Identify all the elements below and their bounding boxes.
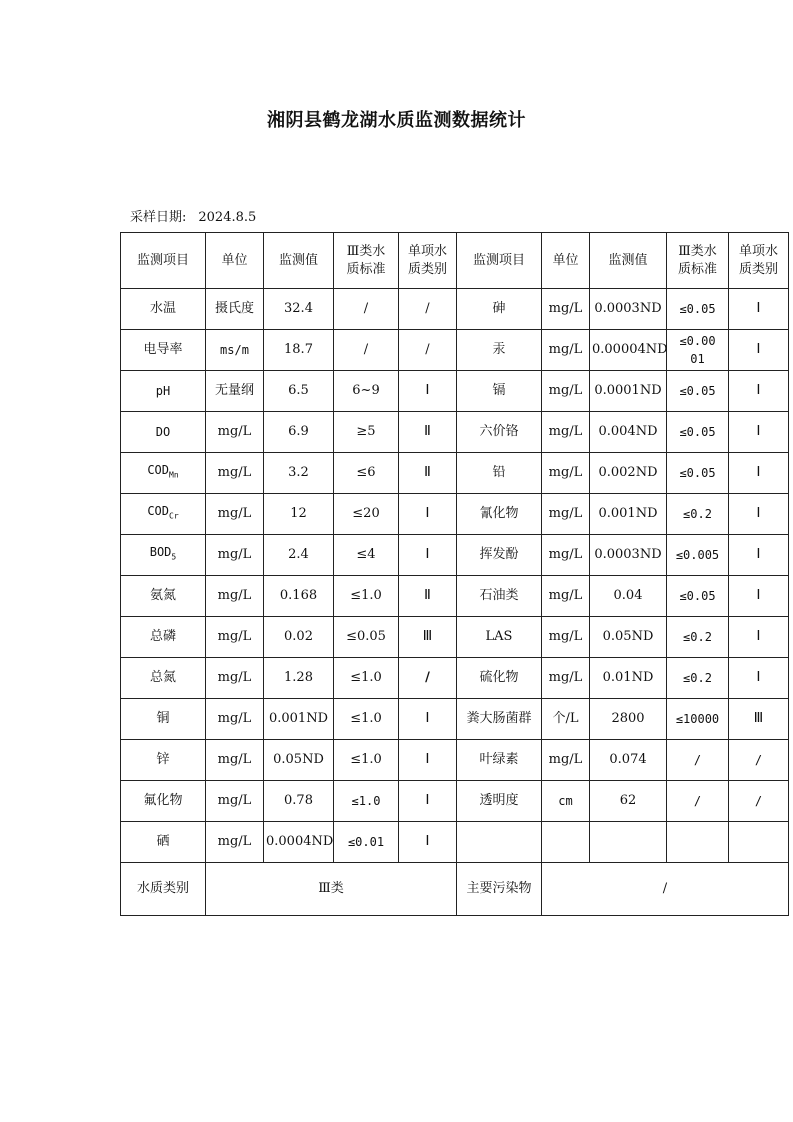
- main-pollutant-value: /: [542, 863, 789, 916]
- table-footer-row: [121, 863, 789, 916]
- item-name: COD: [147, 504, 170, 519]
- item-cell: 总磷: [121, 617, 206, 658]
- class-cell: Ⅰ: [729, 330, 789, 371]
- class-cell: Ⅲ: [399, 617, 457, 658]
- item-cell: [457, 822, 542, 863]
- standard-cell: ≤0.2: [667, 658, 729, 699]
- table-row: [121, 781, 789, 822]
- table-header-row: [121, 233, 789, 289]
- item-cell: 汞: [457, 330, 542, 371]
- unit-cell: mg/L: [542, 330, 590, 371]
- sample-date-value: 2024.8.5: [198, 210, 257, 225]
- unit-cell: mg/L: [206, 617, 264, 658]
- standard-cell: ≥5: [334, 412, 399, 453]
- class-cell: Ⅱ: [399, 576, 457, 617]
- header-std-line1: Ⅲ类水: [678, 243, 717, 259]
- water-class-label: 水质类别: [121, 863, 206, 916]
- standard-cell: ≤4: [334, 535, 399, 576]
- item-cell: 六价铬: [457, 412, 542, 453]
- item-cell: 透明度: [457, 781, 542, 822]
- value-cell: 0.0001ND: [590, 371, 667, 412]
- table-row: [121, 699, 789, 740]
- value-cell: 18.7: [264, 330, 334, 371]
- standard-cell: ≤0.05: [667, 371, 729, 412]
- item-cell: 铅: [457, 453, 542, 494]
- value-cell: [590, 822, 667, 863]
- standard-cell: ≤0.05: [667, 453, 729, 494]
- class-cell: /: [729, 781, 789, 822]
- unit-cell: mg/L: [542, 617, 590, 658]
- item-subscript: Cr: [169, 511, 179, 521]
- unit-cell: mg/L: [206, 535, 264, 576]
- class-cell: Ⅰ: [729, 289, 789, 330]
- item-cell: 水温: [121, 289, 206, 330]
- header-cell: [729, 233, 789, 289]
- item-cell: 粪大肠菌群: [457, 699, 542, 740]
- value-cell: 2.4: [264, 535, 334, 576]
- class-cell: Ⅲ: [729, 699, 789, 740]
- unit-cell: mg/L: [206, 658, 264, 699]
- standard-cell: ≤0.05: [667, 412, 729, 453]
- value-cell: 12: [264, 494, 334, 535]
- class-cell: Ⅰ: [729, 658, 789, 699]
- standard-cell: ≤0.05: [667, 576, 729, 617]
- class-cell: Ⅱ: [399, 453, 457, 494]
- table-row: [121, 330, 789, 371]
- item-cell: [121, 494, 206, 535]
- standard-cell: ≤0.05: [667, 289, 729, 330]
- table-row: [121, 453, 789, 494]
- item-cell: [121, 453, 206, 494]
- value-cell: 0.05ND: [590, 617, 667, 658]
- page-title: 湘阴县鹤龙湖水质监测数据统计: [267, 110, 526, 131]
- unit-cell: mg/L: [206, 453, 264, 494]
- class-cell: Ⅱ: [399, 412, 457, 453]
- unit-cell: mg/L: [542, 740, 590, 781]
- standard-cell: ≤1.0: [334, 576, 399, 617]
- standard-cell: ≤1.0: [334, 699, 399, 740]
- item-cell: 氨氮: [121, 576, 206, 617]
- value-cell: 0.01ND: [590, 658, 667, 699]
- class-cell: Ⅰ: [399, 535, 457, 576]
- table-row: [121, 576, 789, 617]
- item-name: BOD: [149, 545, 172, 560]
- item-cell: pH: [121, 371, 206, 412]
- standard-cell: ≤1.0: [334, 781, 399, 822]
- class-cell: Ⅰ: [399, 699, 457, 740]
- standard-cell: 6~9: [334, 371, 399, 412]
- standard-cell: ≤20: [334, 494, 399, 535]
- table-row: [121, 289, 789, 330]
- item-cell: 挥发酚: [457, 535, 542, 576]
- class-cell: Ⅰ: [729, 535, 789, 576]
- item-cell: 氟化物: [121, 781, 206, 822]
- item-cell: 铜: [121, 699, 206, 740]
- header-cell: 监测值: [264, 233, 334, 289]
- header-cell: 监测值: [590, 233, 667, 289]
- class-cell: /: [399, 330, 457, 371]
- table-row: [121, 822, 789, 863]
- value-cell: 6.9: [264, 412, 334, 453]
- item-cell: 叶绿素: [457, 740, 542, 781]
- standard-cell: ≤0.2: [667, 494, 729, 535]
- value-cell: 0.04: [590, 576, 667, 617]
- value-cell: 1.28: [264, 658, 334, 699]
- item-cell: 硫化物: [457, 658, 542, 699]
- unit-cell: mg/L: [206, 494, 264, 535]
- class-cell: Ⅰ: [399, 822, 457, 863]
- item-cell: 硒: [121, 822, 206, 863]
- class-cell: Ⅰ: [729, 412, 789, 453]
- unit-cell: mg/L: [206, 699, 264, 740]
- standard-cell: [667, 822, 729, 863]
- table-row: [121, 371, 789, 412]
- item-cell: 电导率: [121, 330, 206, 371]
- item-subscript: 5: [171, 552, 177, 562]
- class-cell: Ⅰ: [729, 453, 789, 494]
- header-std-line1: Ⅲ类水: [346, 243, 386, 259]
- value-cell: 0.001ND: [264, 699, 334, 740]
- item-name: COD: [147, 463, 170, 478]
- header-cls-line2: 质类别: [407, 261, 447, 277]
- header-std-line2: 质标准: [346, 261, 386, 277]
- unit-cell: mg/L: [542, 453, 590, 494]
- unit-cell: 无量纲: [206, 371, 264, 412]
- table-row: [121, 412, 789, 453]
- class-cell: /: [399, 289, 457, 330]
- value-cell: 0.0003ND: [590, 289, 667, 330]
- table-row: [121, 535, 789, 576]
- standard-cell: ≤0.005: [667, 535, 729, 576]
- header-cell: [399, 233, 457, 289]
- unit-cell: mg/L: [206, 822, 264, 863]
- class-cell: Ⅰ: [729, 576, 789, 617]
- header-std-line2: 质标准: [677, 261, 717, 277]
- class-cell: Ⅰ: [729, 617, 789, 658]
- unit-cell: 摄氏度: [206, 289, 264, 330]
- header-cell: [667, 233, 729, 289]
- standard-cell: ≤0.0001: [667, 330, 729, 371]
- standard-cell: ≤1.0: [334, 740, 399, 781]
- standard-cell: /: [334, 289, 399, 330]
- main-pollutant-label: 主要污染物: [457, 863, 542, 916]
- value-cell: 0.002ND: [590, 453, 667, 494]
- unit-cell: mg/L: [542, 289, 590, 330]
- unit-cell: mg/L: [542, 576, 590, 617]
- standard-cell: ≤10000: [667, 699, 729, 740]
- class-cell: Ⅰ: [399, 371, 457, 412]
- value-cell: 62: [590, 781, 667, 822]
- value-cell: 0.00004ND: [590, 330, 667, 371]
- value-cell: 0.05ND: [264, 740, 334, 781]
- item-cell: [121, 535, 206, 576]
- header-cell: [334, 233, 399, 289]
- standard-cell: /: [334, 330, 399, 371]
- unit-cell: mg/L: [542, 535, 590, 576]
- unit-cell: ms/m: [206, 330, 264, 371]
- item-cell: 锌: [121, 740, 206, 781]
- item-cell: 总氮: [121, 658, 206, 699]
- unit-cell: mg/L: [542, 371, 590, 412]
- value-cell: 0.78: [264, 781, 334, 822]
- value-cell: 6.5: [264, 371, 334, 412]
- item-cell: 镉: [457, 371, 542, 412]
- value-cell: 0.02: [264, 617, 334, 658]
- standard-cell: ≤0.01: [334, 822, 399, 863]
- water-class-value: Ⅲ类: [206, 863, 457, 916]
- header-cell: 单位: [206, 233, 264, 289]
- header-cls-line2: 质类别: [738, 261, 778, 277]
- value-cell: 2800: [590, 699, 667, 740]
- item-cell: DO: [121, 412, 206, 453]
- value-cell: 0.0003ND: [590, 535, 667, 576]
- table-row: [121, 658, 789, 699]
- standard-cell: ≤0.05: [334, 617, 399, 658]
- standard-cell: ≤6: [334, 453, 399, 494]
- value-cell: 0.004ND: [590, 412, 667, 453]
- standard-cell: /: [667, 781, 729, 822]
- sample-date: [130, 206, 256, 225]
- header-cell: 监测项目: [457, 233, 542, 289]
- unit-cell: mg/L: [542, 412, 590, 453]
- standard-cell: /: [667, 740, 729, 781]
- class-cell: Ⅰ: [399, 740, 457, 781]
- header-cls-line1: 单项水: [738, 243, 778, 259]
- table-row: [121, 494, 789, 535]
- standard-cell: ≤1.0: [334, 658, 399, 699]
- item-cell: 砷: [457, 289, 542, 330]
- header-cell: 监测项目: [121, 233, 206, 289]
- table-row: [121, 740, 789, 781]
- class-cell: [729, 822, 789, 863]
- unit-cell: mg/L: [206, 781, 264, 822]
- value-cell: 32.4: [264, 289, 334, 330]
- unit-cell: mg/L: [542, 494, 590, 535]
- class-cell: /: [399, 658, 457, 699]
- class-cell: /: [729, 740, 789, 781]
- class-cell: Ⅰ: [729, 494, 789, 535]
- item-subscript: Mn: [169, 470, 179, 480]
- unit-cell: mg/L: [206, 412, 264, 453]
- value-cell: 0.074: [590, 740, 667, 781]
- class-cell: Ⅰ: [399, 781, 457, 822]
- water-quality-table: [120, 232, 789, 916]
- header-cls-line1: 单项水: [407, 243, 447, 259]
- class-cell: Ⅰ: [729, 371, 789, 412]
- standard-cell: ≤0.2: [667, 617, 729, 658]
- header-cell: 单位: [542, 233, 590, 289]
- value-cell: 0.0004ND: [264, 822, 334, 863]
- unit-cell: mg/L: [206, 576, 264, 617]
- unit-cell: 个/L: [542, 699, 590, 740]
- item-cell: 氰化物: [457, 494, 542, 535]
- value-cell: 0.168: [264, 576, 334, 617]
- unit-cell: [542, 822, 590, 863]
- item-cell: 石油类: [457, 576, 542, 617]
- unit-cell: cm: [542, 781, 590, 822]
- unit-cell: mg/L: [206, 740, 264, 781]
- class-cell: Ⅰ: [399, 494, 457, 535]
- table-row: [121, 617, 789, 658]
- item-cell: LAS: [457, 617, 542, 658]
- value-cell: 0.001ND: [590, 494, 667, 535]
- unit-cell: mg/L: [542, 658, 590, 699]
- value-cell: 3.2: [264, 453, 334, 494]
- sample-date-label: 采样日期:: [130, 210, 187, 225]
